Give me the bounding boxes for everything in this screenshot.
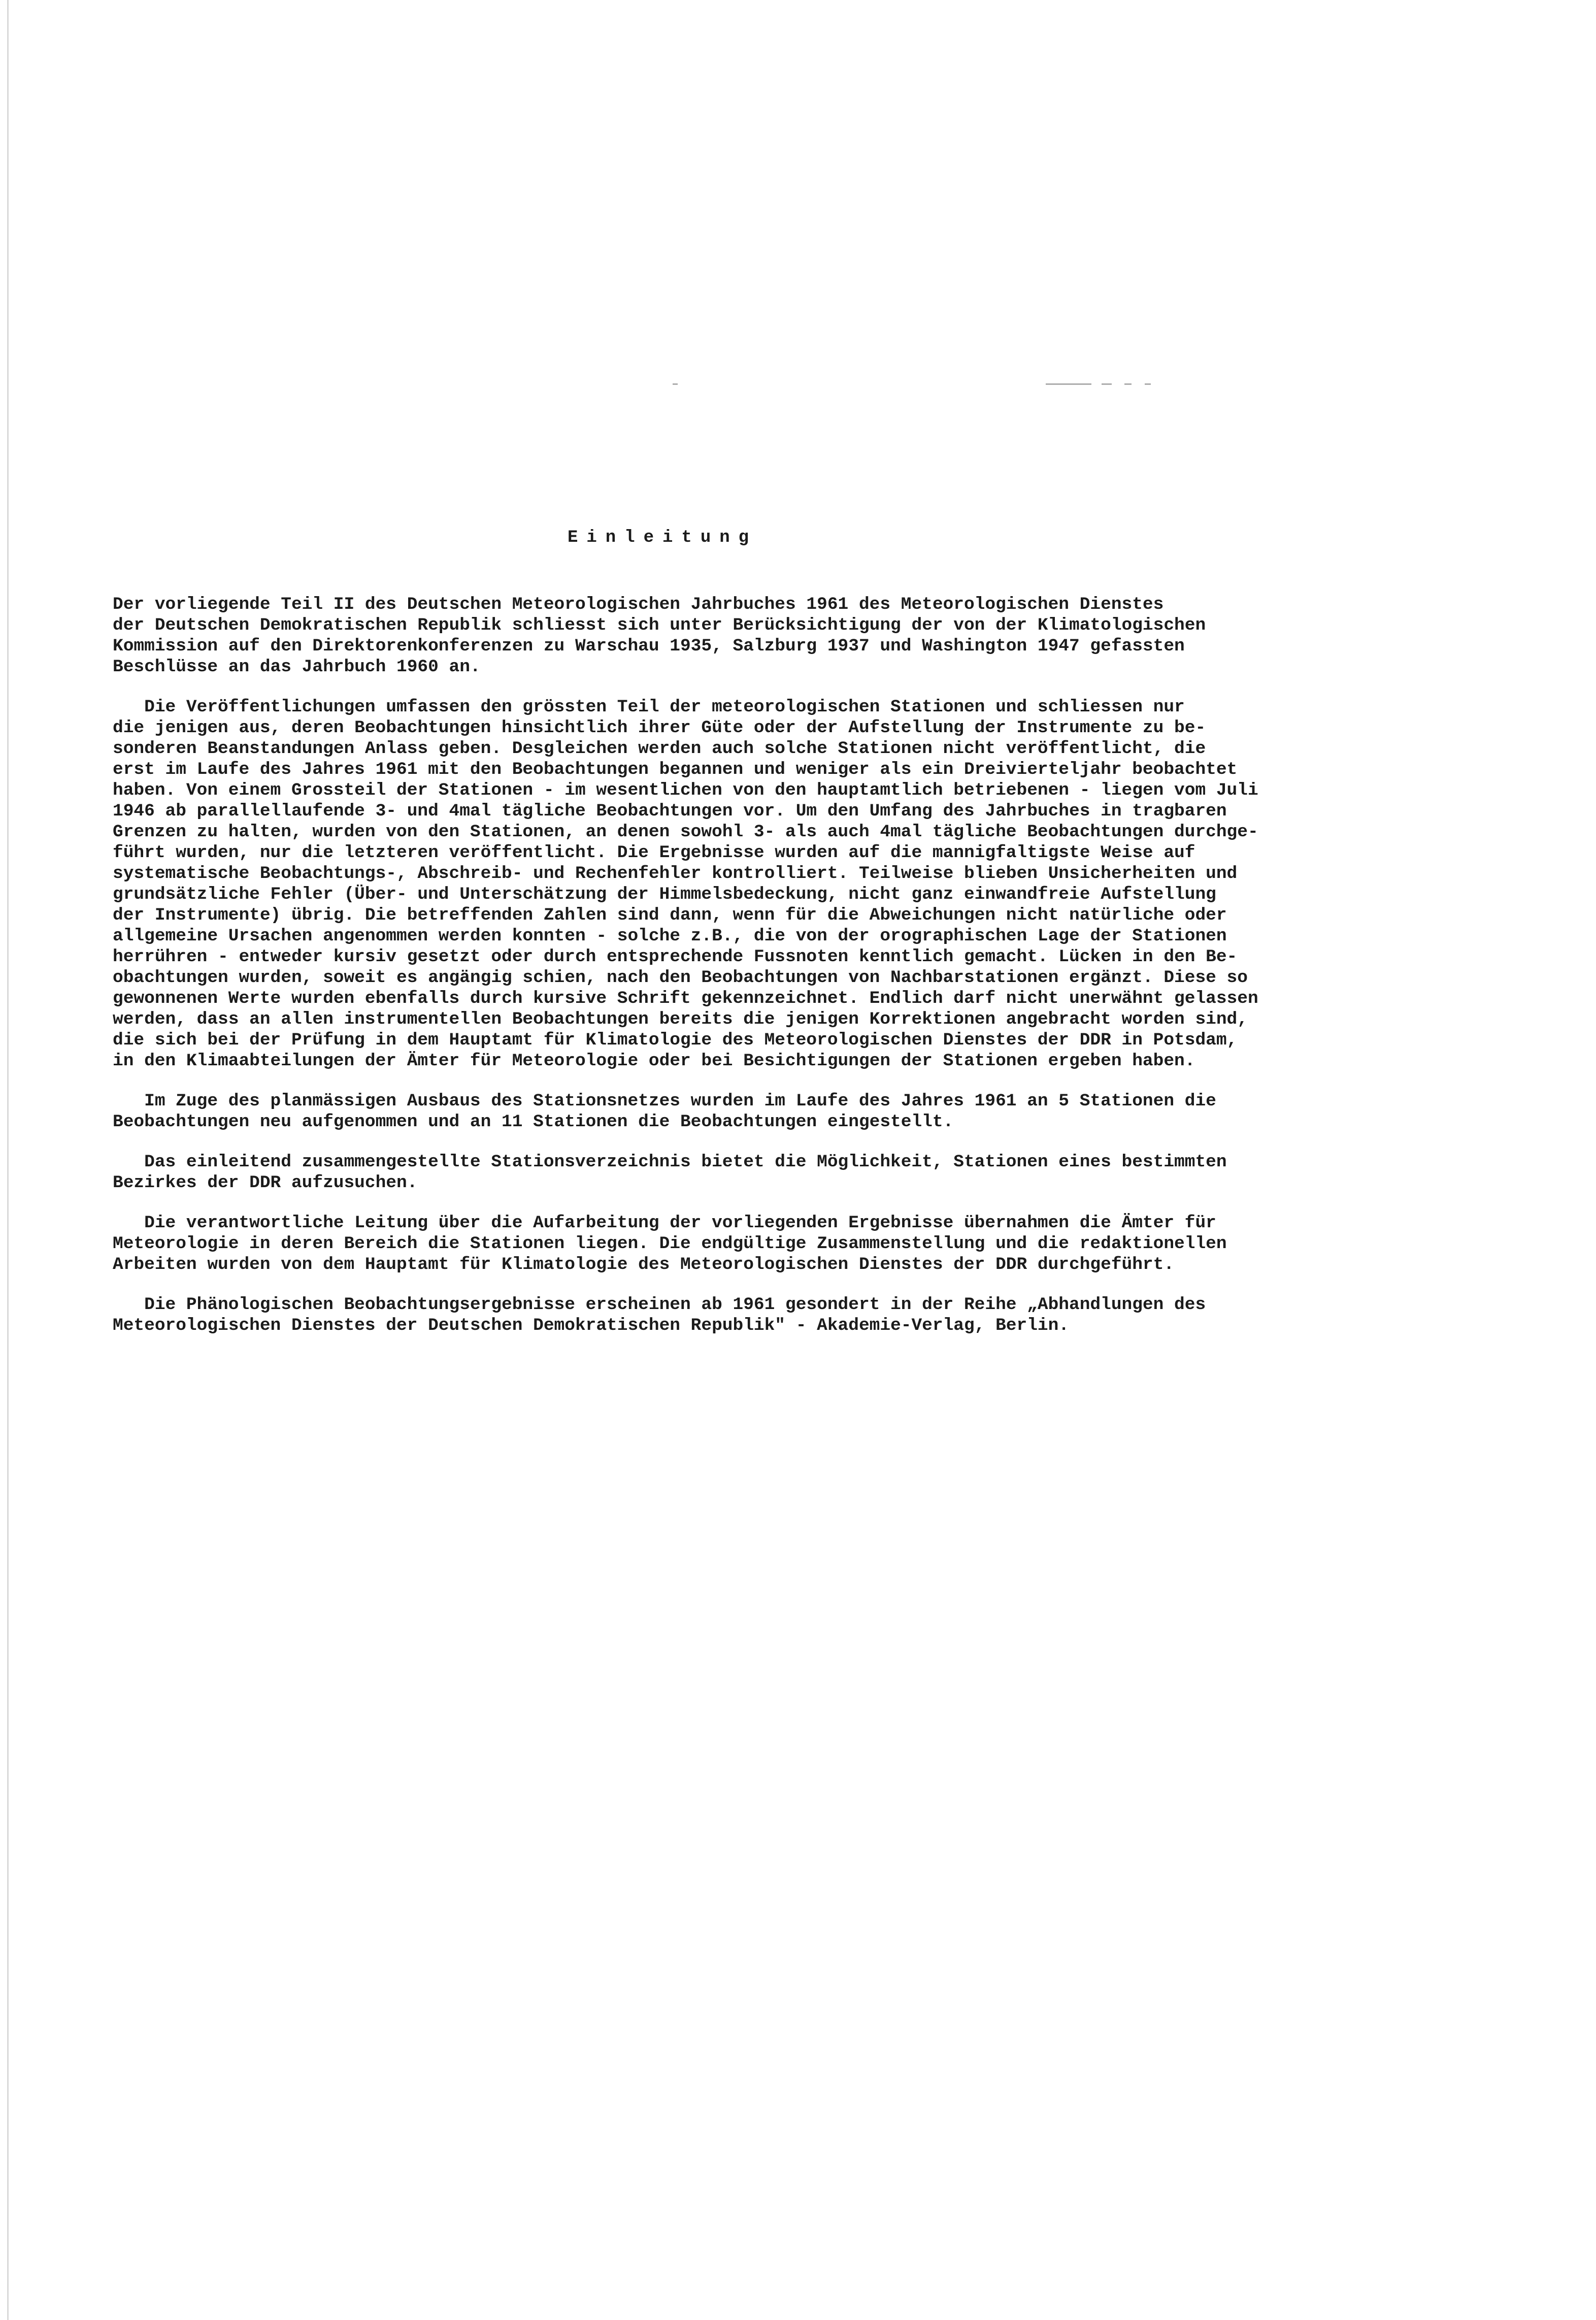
- text-line: die jenigen aus, deren Beobachtungen hinsichtlich ihrer Güte oder der Aufstellung der Instrumente zu be-: [113, 718, 1206, 738]
- page-left-edge: [7, 0, 9, 2320]
- text-line: der Instrumente) übrig. Die betreffenden Zahlen sind dann, wenn für die Abweichungen nicht natürliche oder: [113, 905, 1227, 925]
- scan-speck: [1102, 383, 1112, 385]
- text-line: Grenzen zu halten, wurden von den Stationen, an denen sowohl 3- als auch 4mal tägliche Beobachtungen durchge-: [113, 822, 1258, 842]
- text-line: in den Klimaabteilungen der Ämter für Meteorologie oder bei Besichtigungen der Stationen ergeben haben.: [113, 1051, 1195, 1071]
- text-line: Im Zuge des planmässigen Ausbaus des Stationsnetzes wurden im Laufe des Jahres 1961 an 5 Stationen die: [113, 1091, 1216, 1111]
- text-line: haben. Von einem Grossteil der Stationen - im wesentlichen von den hauptamtlich betriebenen - liegen vom Juli: [113, 780, 1258, 800]
- text-line: führt wurden, nur die letzteren veröffentlicht. Die Ergebnisse wurden auf die mannigfaltigste Weise auf: [113, 843, 1195, 863]
- text-line: herrühren - entweder kursiv gesetzt oder durch entsprechende Fussnoten kenntlich gemacht. Lücken in den Be-: [113, 947, 1238, 967]
- text-line: Die Veröffentlichungen umfassen den grössten Teil der meteorologischen Stationen und schliessen nur: [113, 697, 1185, 717]
- text-line: die sich bei der Prüfung in dem Hauptamt für Klimatologie des Meteorologischen Dienstes der DDR in Potsdam,: [113, 1030, 1238, 1050]
- text-line: Bezirkes der DDR aufzusuchen.: [113, 1173, 418, 1193]
- text-line: der Deutschen Demokratischen Republik schliesst sich unter Berücksichtigung der von der Klimatologischen: [113, 615, 1206, 635]
- paragraph-2: [113, 697, 1473, 1071]
- scan-speck: [1124, 383, 1132, 385]
- text-line: gewonnenen Werte wurden ebenfalls durch kursive Schrift gekennzeichnet. Endlich darf nicht unerwähnt gelassen: [113, 989, 1258, 1008]
- introduction-body: [113, 594, 1473, 1355]
- text-line: 1946 ab parallellaufende 3- und 4mal tägliche Beobachtungen vor. Um den Umfang des Jahrbuches in tragbaren: [113, 801, 1227, 821]
- text-line: Meteorologischen Dienstes der Deutschen Demokratischen Republik" - Akademie-Verlag, Berlin.: [113, 1316, 1070, 1335]
- text-line: Die verantwortliche Leitung über die Aufarbeitung der vorliegenden Ergebnisse übernahmen die Ämter für: [113, 1213, 1216, 1233]
- text-line: Das einleitend zusammengestellte Stationsverzeichnis bietet die Möglichkeit, Stationen eines bestimmten: [113, 1152, 1227, 1172]
- scan-speck: [1046, 383, 1091, 385]
- text-line: Beobachtungen neu aufgenommen und an 11 Stationen die Beobachtungen eingestellt.: [113, 1112, 954, 1132]
- text-line: werden, dass an allen instrumentellen Beobachtungen bereits die jenigen Korrektionen angebracht worden sind,: [113, 1009, 1248, 1029]
- text-line: allgemeine Ursachen angenommen werden konnten - solche z.B., die von der orographischen Lage der Stationen: [113, 926, 1227, 946]
- text-line: erst im Laufe des Jahres 1961 mit den Beobachtungen begannen und weniger als ein Dreivierteljahr beobachtet: [113, 760, 1238, 779]
- paragraph-6: [113, 1294, 1473, 1336]
- scan-speck: [673, 383, 678, 385]
- scan-speck: [1145, 383, 1151, 385]
- text-line: Meteorologie in deren Bereich die Stationen liegen. Die endgültige Zusammenstellung und die redaktionellen: [113, 1234, 1227, 1254]
- paragraph-1: [113, 594, 1473, 677]
- text-line: Arbeiten wurden von dem Hauptamt für Klimatologie des Meteorologischen Dienstes der DDR durchgeführt.: [113, 1255, 1175, 1275]
- text-line: Die Phänologischen Beobachtungsergebnisse erscheinen ab 1961 gesondert in der Reihe „Abhandlungen des: [113, 1295, 1206, 1315]
- paragraph-3: [113, 1091, 1473, 1132]
- text-line: Kommission auf den Direktorenkonferenzen zu Warschau 1935, Salzburg 1937 und Washington 1947 gefassten: [113, 636, 1185, 656]
- text-line: sonderen Beanstandungen Anlass geben. Desgleichen werden auch solche Stationen nicht veröffentlicht, die: [113, 739, 1206, 759]
- document-heading: Einleitung: [568, 528, 758, 547]
- text-line: Der vorliegende Teil II des Deutschen Meteorologischen Jahrbuches 1961 des Meteorologischen Dienstes: [113, 595, 1164, 614]
- text-line: grundsätzliche Fehler (Über- und Unterschätzung der Himmelsbedeckung, nicht ganz einwandfreie Aufstellung: [113, 885, 1216, 904]
- text-line: obachtungen wurden, soweit es angängig schien, nach den Beobachtungen von Nachbarstationen ergänzt. Diese so: [113, 968, 1248, 988]
- paragraph-4: [113, 1152, 1473, 1193]
- text-line: Beschlüsse an das Jahrbuch 1960 an.: [113, 657, 481, 677]
- text-line: systematische Beobachtungs-, Abschreib- und Rechenfehler kontrolliert. Teilweise blieben Unsicherheiten und: [113, 864, 1238, 884]
- paragraph-5: [113, 1213, 1473, 1275]
